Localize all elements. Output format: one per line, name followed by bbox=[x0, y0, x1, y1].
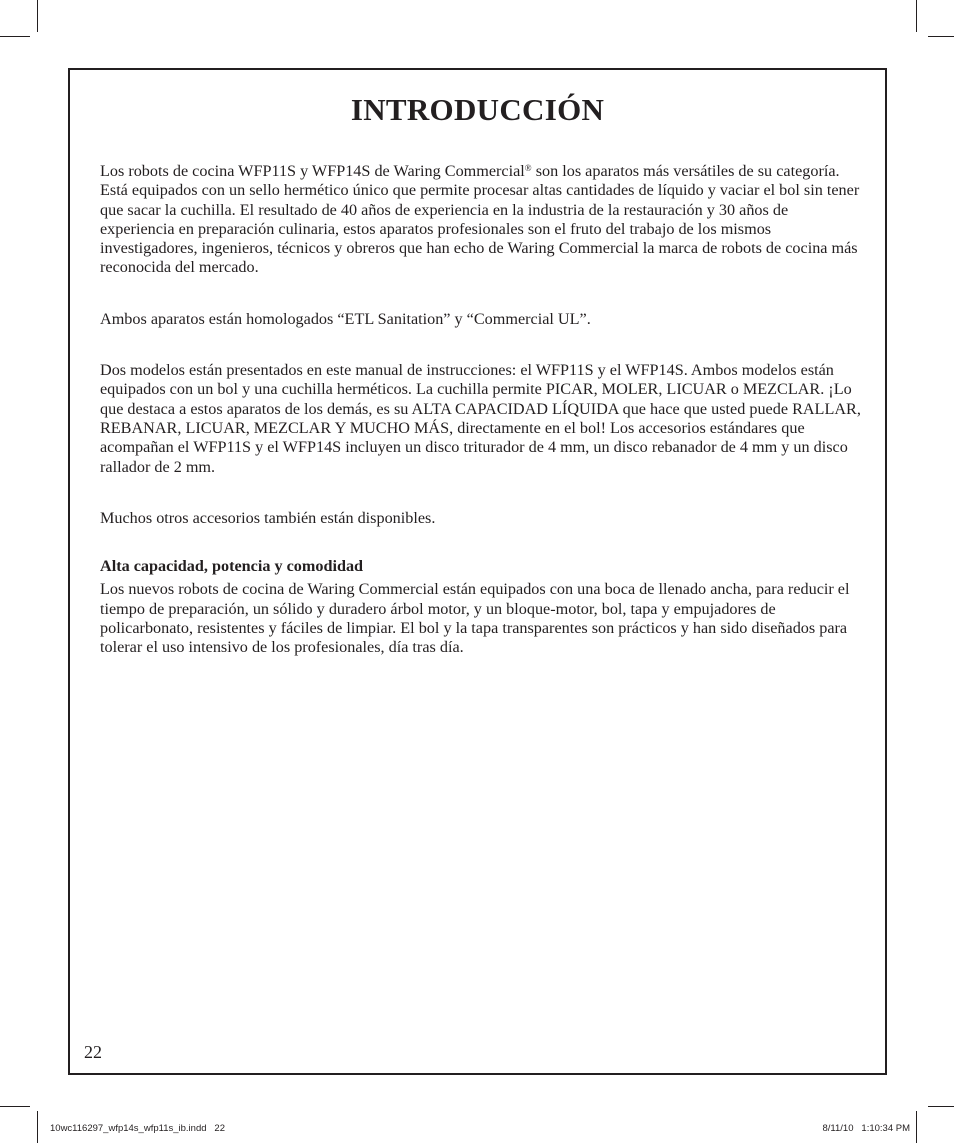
intro-text-rest: son los aparatos más versátiles de su categoría. Está equipados con un sello hermético único que permite procesar altas cantidades de líquido y vaciar el bol sin tener que sacar la cuchilla. El resultado de 40 años de experiencia en la industria de la restauración y 30 años de experiencia en preparación culinaria, estos aparatos profesionales son el fruto del trabajo de los mismos investigadores, ingenieros, técnicos y obreros que han echo de Waring Commercial la marca de robots de cocina más reconocida del mercado. bbox=[100, 162, 860, 277]
section-body: Los nuevos robots de cocina de Waring Commercial están equipados con una boca de llenado ancha, para reducir el tiempo de preparación, un sólido y duradero árbol motor, y un bloque-motor, bol, tapa y empujadores de policarbonato, resistentes y fáciles de limpiar. El bol y la tapa transparentes son prácticos y han sido diseñados para tolerar el uso intensivo de los profesionales, día tras día. bbox=[100, 580, 850, 657]
crop-mark-bottom-right-horizontal bbox=[928, 1106, 954, 1107]
crop-mark-top-left-horizontal bbox=[0, 36, 30, 37]
accessories-paragraph: Muchos otros accesorios también están disponibles. bbox=[100, 508, 436, 527]
page-frame bbox=[68, 68, 887, 1075]
certification-paragraph: Ambos aparatos están homologados “ETL Sanitation” y “Commercial UL”. bbox=[100, 309, 591, 328]
crop-mark-bottom-right-vertical bbox=[916, 1111, 917, 1143]
crop-mark-top-left-vertical bbox=[37, 0, 38, 32]
intro-text-start: Los robots de cocina WFP11S y WFP14S de Waring Commercial bbox=[100, 162, 525, 180]
crop-mark-top-right-vertical bbox=[916, 0, 917, 32]
crop-mark-bottom-left-vertical bbox=[37, 1111, 38, 1143]
crop-mark-top-right-horizontal bbox=[928, 36, 954, 37]
page-title: INTRODUCCIÓN bbox=[350, 92, 605, 127]
page-content bbox=[100, 162, 863, 658]
models-paragraph: Dos modelos están presentados en este manual de instrucciones: el WFP11S y el WFP14S. Ambos modelos están equipados con un bol y una cuchilla herméticos. La cuchilla permite PICAR, MOLER, LICUAR o MEZCLAR. ¡Lo que destaca a estos aparatos de los demás, es su ALTA CAPACIDAD LÍQUIDA que hace que usted puede RALLAR, REBANAR, LICUAR, MEZCLAR Y MUCHO MÁS, directamente en el bol! Los accesorios estándares que acompañan el WFP11S y el WFP14S incluyen un disco triturador de 4 mm, un disco rebanador de 4 mm y un disco rallador de 2 mm. bbox=[100, 361, 861, 476]
slug-timestamp: 8/11/10 1:10:34 PM bbox=[822, 1123, 910, 1134]
section-heading: Alta capacidad, potencia y comodidad bbox=[100, 557, 364, 576]
registered-mark: ® bbox=[524, 163, 532, 173]
intro-paragraph bbox=[100, 162, 863, 278]
page-number: 22 bbox=[84, 1042, 102, 1062]
slug-filename: 10wc116297_wfp14s_wfp11s_ib.indd 22 bbox=[50, 1123, 225, 1134]
crop-mark-bottom-left-horizontal bbox=[0, 1106, 30, 1107]
